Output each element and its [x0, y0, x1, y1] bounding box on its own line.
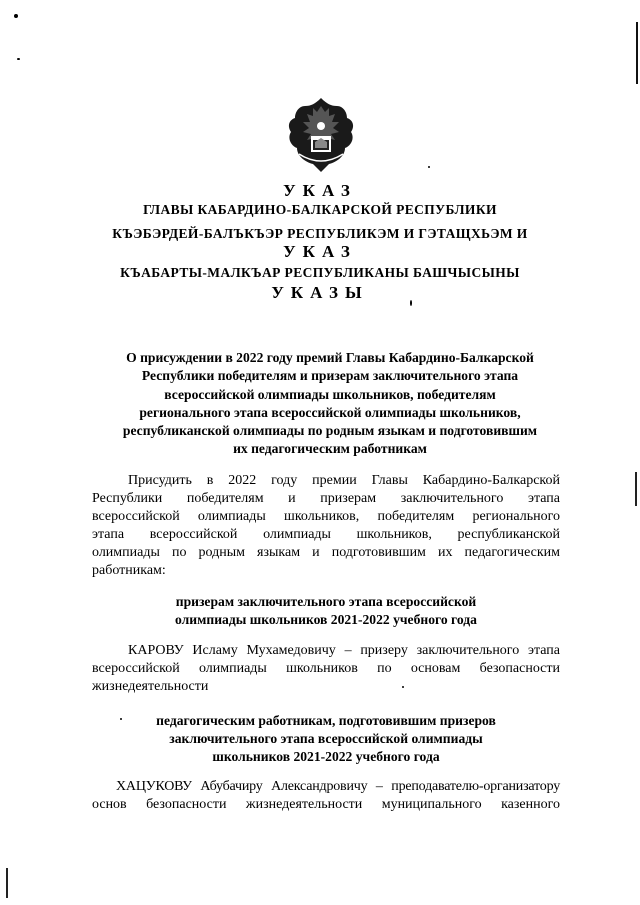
paragraph-line: жизнедеятельности: [92, 679, 209, 694]
award-entry: [92, 642, 560, 696]
paragraph-line: этапа всероссийской олимпиады школьников, республиканской: [92, 527, 560, 542]
paragraph-line: всероссийской олимпиады школьников по основам безопасности: [92, 661, 560, 676]
paragraph-line: основ безопасности жизнедеятельности муниципального казенного: [92, 797, 560, 812]
issuer-balkar: КЪАБАРТЫ-МАЛКЪАР РЕСПУБЛИКАНЫ БАШЧЫСЫНЫ: [120, 265, 520, 280]
section-heading-teachers: [92, 712, 560, 767]
paragraph-line: всероссийской олимпиады школьников, победителям регионального: [92, 509, 560, 524]
section-line: педагогическим работникам, подготовившим призеров: [156, 713, 496, 728]
title-line: Республики победителям и призерам заключительного этапа: [141, 368, 519, 384]
paragraph-line: работникам:: [92, 563, 166, 578]
decree-heading-kabardian: УКАЗ: [283, 242, 357, 261]
paragraph-line: олимпиады по родным языкам и подготовившим их педагогическим: [92, 545, 560, 560]
section-heading-prize-winners: [92, 593, 560, 629]
paragraph-line: КАРОВУ Исламу Мухамедовичу – призеру заключительного этапа: [128, 643, 560, 658]
paragraph-line: Присудить в 2022 году премии Главы Кабардино-Балкарской: [128, 473, 560, 488]
intro-paragraph: [92, 472, 560, 580]
decree-title: [80, 349, 580, 459]
scan-edge-mark: [6, 868, 8, 898]
issuer-kabardian: КЪЭБЭРДЕЙ-БАЛЪКЪЭР РЕСПУБЛИКЭМ И ГЭТАЩХЬЭМ И: [112, 226, 528, 241]
decree-heading: УКАЗ: [283, 181, 357, 200]
scan-speck: [17, 58, 20, 60]
title-line: О присуждении в 2022 году премий Главы Кабардино-Балкарской: [126, 350, 534, 365]
decree-heading-balkar: УКАЗЫ: [271, 283, 369, 302]
coat-of-arms-emblem: [285, 96, 357, 174]
paragraph-line: ХАЦУКОВУ Абубачиру Александровичу – преподавателю-организатору: [116, 779, 560, 794]
title-line: всероссийской олимпиады школьников, победителям: [164, 386, 496, 402]
title-line: республиканской олимпиады по родным языкам и подготовившим: [122, 423, 538, 439]
section-line: олимпиады школьников 2021-2022 учебного года: [175, 612, 477, 628]
section-line: заключительного этапа всероссийской олимпиады: [169, 731, 483, 747]
scan-speck: [428, 166, 430, 168]
section-line: школьников 2021-2022 учебного года: [212, 749, 440, 765]
title-line: их педагогическим работникам: [233, 441, 427, 457]
scan-edge-mark: [636, 22, 638, 84]
issuer-russian: ГЛАВЫ КАБАРДИНО-БАЛКАРСКОЙ РЕСПУБЛИКИ: [143, 202, 497, 217]
section-line: призерам заключительного этапа всероссийской: [175, 594, 477, 609]
award-entry: [92, 778, 560, 814]
scan-edge-mark: [635, 472, 637, 506]
scan-speck: [14, 14, 18, 18]
paragraph-line: Республики победителям и призерам заключительного этапа: [92, 491, 560, 506]
title-line: регионального этапа всероссийской олимпиады школьников,: [139, 404, 521, 420]
